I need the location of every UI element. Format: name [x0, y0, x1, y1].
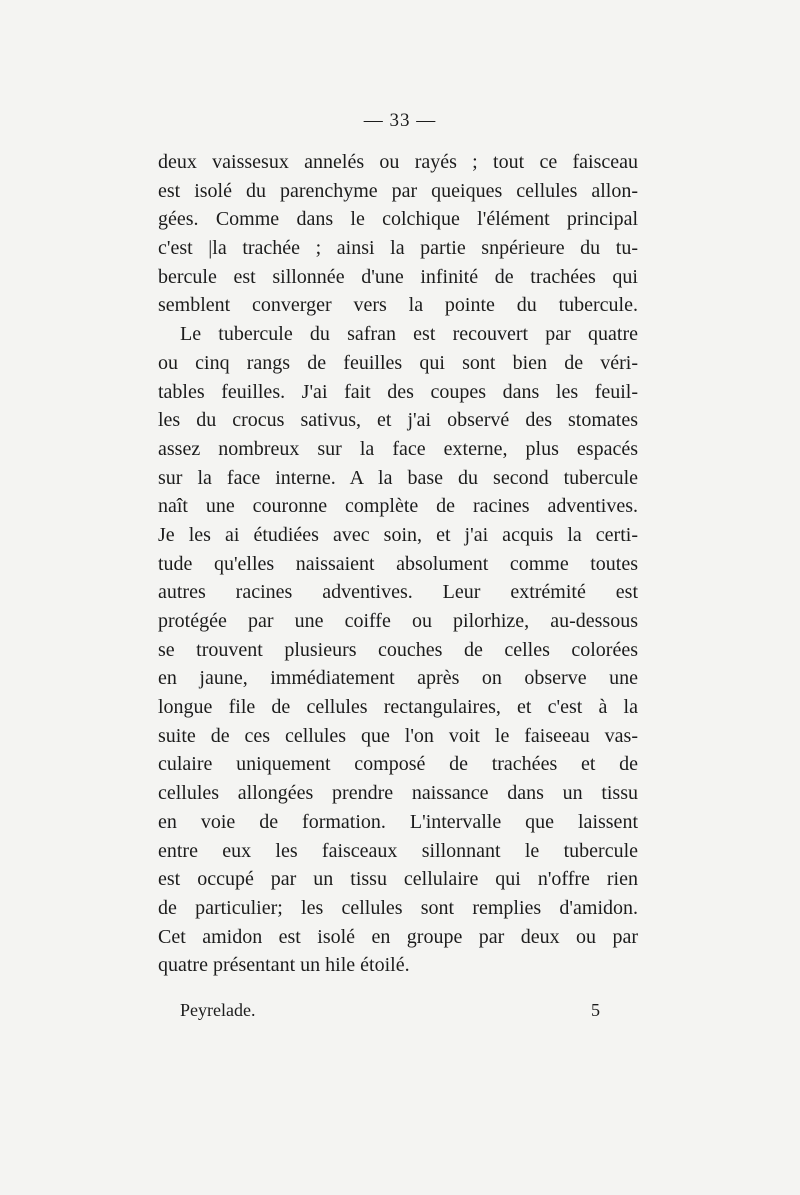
body-text — [158, 148, 638, 980]
text-line: de particulier; les cellules sont remplies d'amidon. — [158, 896, 638, 919]
text-line: naît une couronne complète de racines adventives. — [158, 495, 638, 518]
sheet-number: 5 — [591, 1000, 600, 1020]
text-line: Cet amidon est isolé en groupe par deux ou par — [158, 925, 638, 948]
text-line: tude qu'elles naissaient absolument comme toutes — [158, 552, 638, 575]
text-line: quatre présentant un hile étoilé. — [158, 954, 410, 977]
text-line: en voie de formation. L'intervalle que laissent — [158, 810, 638, 833]
text-line: protégée par une coiffe ou pilorhize, au-dessous — [158, 610, 638, 632]
text-line: culaire uniquement composé de trachées et de — [158, 753, 638, 776]
text-line: semblent converger vers la pointe du tubercule. — [158, 294, 638, 317]
text-line: tables feuilles. J'ai fait des coupes dans les feuil- — [158, 380, 638, 403]
text-line: est isolé du parenchyme par queiques cellules allon- — [158, 179, 638, 202]
text-line: suite de ces cellules que l'on voit le faiseeau vas- — [158, 724, 638, 747]
signature-text: Peyrelade. — [180, 1000, 256, 1020]
text-line: deux vaissesux annelés ou rayés ; tout ce faisceau — [158, 151, 638, 173]
text-line: est occupé par un tissu cellulaire qui n'offre rien — [158, 868, 638, 891]
paragraph-1 — [158, 148, 638, 320]
text-line: gées. Comme dans le colchique l'élément principal — [158, 208, 638, 231]
page-number: — 33 — — [363, 110, 437, 131]
text-line: ou cinq rangs de feuilles qui sont bien de véri- — [158, 351, 638, 374]
text-line: en jaune, immédiatement après on observe une — [158, 667, 638, 690]
text-line: c'est |la trachée ; ainsi la partie snpérieure du tu- — [158, 237, 638, 260]
text-line: Le tubercule du safran est recouvert par quatre — [180, 323, 638, 346]
text-line: les du crocus sativus, et j'ai observé des stomates — [158, 409, 638, 432]
text-line: sur la face interne. A la base du second tubercule — [158, 466, 638, 489]
text-line: se trouvent plusieurs couches de celles colorées — [158, 638, 638, 661]
text-line: autres racines adventives. Leur extrémité est — [158, 581, 638, 604]
text-line: bercule est sillonnée d'une infinité de trachées qui — [158, 265, 638, 288]
text-line: entre eux les faisceaux sillonnant le tubercule — [158, 839, 638, 862]
text-line: cellules allongées prendre naissance dans un tissu — [158, 782, 638, 805]
text-line: assez nombreux sur la face externe, plus espacés — [158, 437, 638, 460]
text-line: longue file de cellules rectangulaires, et c'est à la — [158, 696, 638, 719]
text-line: Je les ai étudiées avec soin, et j'ai acquis la certi- — [158, 523, 638, 546]
paragraph-2 — [158, 320, 638, 980]
page-footer — [180, 1000, 600, 1024]
